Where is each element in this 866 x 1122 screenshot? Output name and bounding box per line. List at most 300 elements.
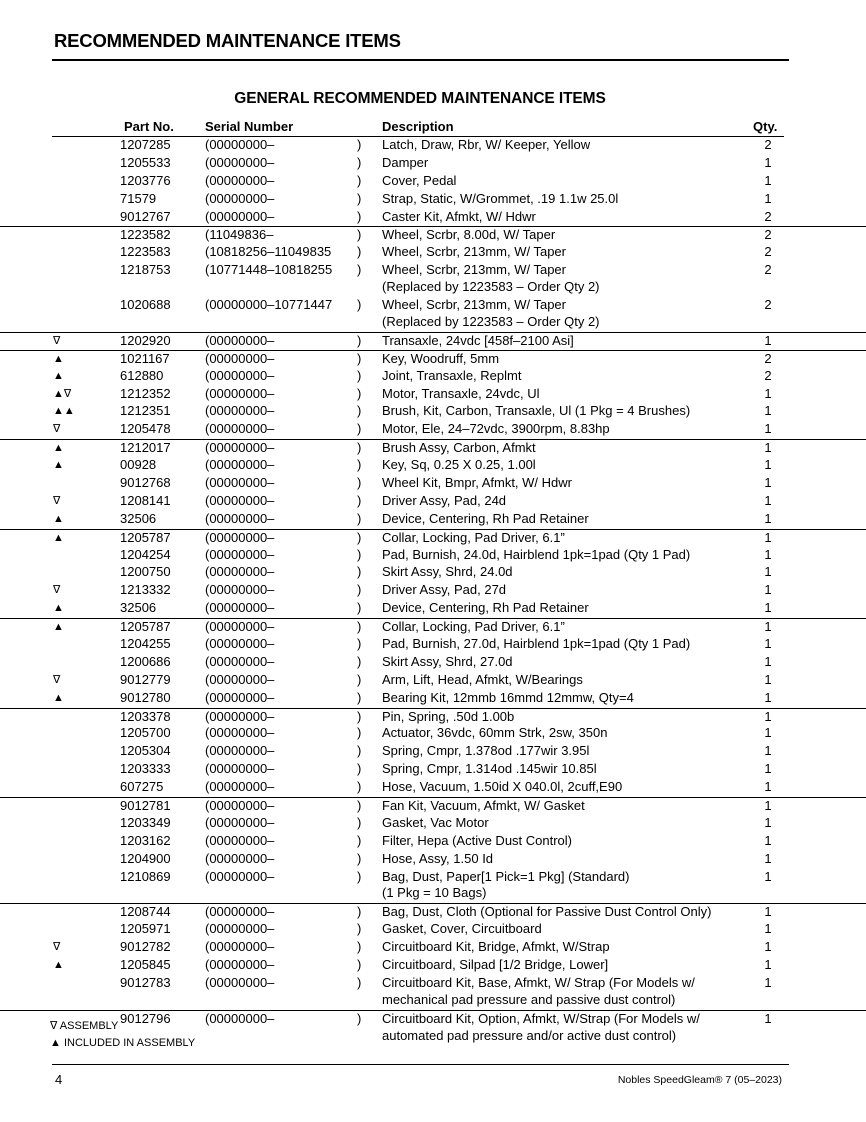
row-symbol: ▲ [53, 531, 64, 544]
legend-assembly: ∇ ASSEMBLY [50, 1020, 119, 1032]
serial-number: (10818256–11049835 [205, 244, 332, 260]
part-number: 1223582 [120, 227, 171, 243]
description: Hose, Vacuum, 1.50id X 040.0l, 2cuff,E90 [382, 779, 623, 795]
table-row [0, 975, 866, 1010]
part-number: 1204900 [120, 850, 171, 866]
part-number: 1212017 [120, 440, 171, 456]
description: Wheel Kit, Bmpr, Afmkt, W/ Hdwr [382, 474, 572, 490]
row-symbol: ▲▲ [53, 405, 75, 418]
description: Motor, Ele, 24–72vdc, 3900rpm, 8.83hp [382, 421, 610, 437]
quantity: 1 [764, 492, 772, 508]
quantity: 1 [764, 154, 772, 170]
serial-number: (00000000– [205, 367, 275, 383]
table-row [0, 582, 866, 600]
serial-number: (00000000– [205, 403, 275, 419]
serial-number: (00000000– [205, 814, 275, 830]
quantity: 1 [764, 421, 772, 437]
quantity: 1 [764, 868, 772, 884]
row-symbol: ▲ [53, 512, 64, 525]
row-symbol: ▲ [53, 442, 64, 455]
serial-close-paren: ) [357, 689, 362, 705]
serial-number: (00000000– [205, 190, 275, 206]
description-continued: automated pad pressure and/or active dust control) [382, 1027, 677, 1043]
description: Caster Kit, Afmkt, W/ Hdwr [382, 208, 536, 224]
serial-close-paren: ) [357, 190, 362, 206]
quantity: 1 [764, 689, 772, 705]
part-number: 1205478 [120, 421, 171, 437]
description: Spring, Cmpr, 1.378od .177wir 3.95l [382, 743, 590, 759]
table-row [0, 618, 866, 636]
part-number: 1208744 [120, 904, 171, 920]
row-symbol: ▲ [53, 459, 64, 472]
part-number: 32506 [120, 510, 157, 526]
part-number: 607275 [120, 779, 164, 795]
table-row [0, 368, 866, 386]
serial-close-paren: ) [357, 635, 362, 651]
serial-close-paren: ) [357, 939, 362, 955]
part-number: 32506 [120, 600, 157, 616]
description: Hose, Assy, 1.50 Id [382, 850, 494, 866]
part-number: 1205787 [120, 619, 171, 635]
top-rule [52, 59, 789, 61]
serial-close-paren: ) [357, 743, 362, 759]
part-number: 1208141 [120, 492, 171, 508]
table-row [0, 957, 866, 975]
row-symbol: ▲ [53, 959, 64, 972]
quantity: 1 [764, 635, 772, 651]
description: Skirt Assy, Shrd, 27.0d [382, 653, 513, 669]
description: Skirt Assy, Shrd, 24.0d [382, 564, 513, 580]
serial-number: (00000000– [205, 492, 275, 508]
serial-close-paren: ) [357, 582, 362, 598]
serial-number: (00000000– [205, 761, 275, 777]
part-number: 1218753 [120, 262, 171, 278]
description: Wheel, Scrbr, 213mm, W/ Taper [382, 297, 566, 313]
serial-close-paren: ) [357, 708, 362, 724]
serial-close-paren: ) [357, 546, 362, 562]
description: Motor, Transaxle, 24vdc, Ul [382, 385, 540, 401]
serial-close-paren: ) [357, 814, 362, 830]
description: Key, Woodruff, 5mm [382, 350, 500, 366]
quantity: 1 [764, 832, 772, 848]
part-number: 1202920 [120, 332, 171, 348]
page-title: RECOMMENDED MAINTENANCE ITEMS [54, 30, 401, 51]
serial-number: (00000000– [205, 904, 275, 920]
serial-close-paren: ) [357, 172, 362, 188]
table-row [0, 547, 866, 565]
quantity: 1 [764, 564, 772, 580]
serial-close-paren: ) [357, 564, 362, 580]
description: Joint, Transaxle, Replmt [382, 367, 522, 383]
serial-number: (00000000– [205, 1010, 275, 1026]
table-row [0, 226, 866, 244]
table-row [0, 191, 866, 209]
description: Strap, Static, W/Grommet, .19 1.1w 25.0l [382, 190, 619, 206]
quantity: 1 [764, 957, 772, 973]
table-row [0, 690, 866, 708]
serial-number: (00000000– [205, 564, 275, 580]
part-number: 9012796 [120, 1010, 171, 1026]
table-row [0, 725, 866, 743]
description: Pin, Spring, .50d 1.00b [382, 708, 515, 724]
part-number: 1205845 [120, 957, 171, 973]
serial-close-paren: ) [357, 725, 362, 741]
quantity: 1 [764, 582, 772, 598]
serial-close-paren: ) [357, 779, 362, 795]
quantity: 1 [764, 474, 772, 490]
row-symbol: ∇ [53, 941, 61, 954]
description: Bag, Dust, Cloth (Optional for Passive Dust Control Only) [382, 904, 712, 920]
part-number: 1200750 [120, 564, 171, 580]
serial-number: (00000000– [205, 457, 275, 473]
quantity: 1 [764, 974, 772, 990]
quantity: 1 [764, 457, 772, 473]
description: Arm, Lift, Head, Afmkt, W/Bearings [382, 671, 583, 687]
quantity: 2 [764, 208, 772, 224]
table-row [0, 939, 866, 957]
quantity: 2 [764, 244, 772, 260]
description: Filter, Hepa (Active Dust Control) [382, 832, 573, 848]
table-row [0, 332, 866, 350]
description: Bag, Dust, Paper[1 Pick=1 Pkg] (Standard) [382, 868, 630, 884]
description: Driver Assy, Pad, 24d [382, 492, 507, 508]
row-symbol: ∇ [53, 584, 61, 597]
serial-close-paren: ) [357, 227, 362, 243]
row-symbol: ▲∇ [53, 387, 72, 400]
serial-close-paren: ) [357, 974, 362, 990]
serial-close-paren: ) [357, 474, 362, 490]
serial-close-paren: ) [357, 492, 362, 508]
serial-close-paren: ) [357, 653, 362, 669]
description: Device, Centering, Rh Pad Retainer [382, 600, 589, 616]
table-row [0, 797, 866, 815]
serial-number: (00000000– [205, 474, 275, 490]
quantity: 1 [764, 190, 772, 206]
part-number: 1223583 [120, 244, 171, 260]
row-symbol: ▲ [53, 691, 64, 704]
description: Circuitboard Kit, Base, Afmkt, W/ Strap (For Models w/ [382, 974, 695, 990]
serial-close-paren: ) [357, 671, 362, 687]
part-number: 9012779 [120, 671, 171, 687]
row-symbol: ▲ [53, 369, 64, 382]
description: Brush Assy, Carbon, Afmkt [382, 440, 536, 456]
serial-close-paren: ) [357, 921, 362, 937]
table-row [0, 779, 866, 797]
table-row [0, 903, 866, 921]
serial-close-paren: ) [357, 154, 362, 170]
part-number: 1207285 [120, 137, 171, 152]
col-header-description: Description [382, 119, 454, 134]
part-number: 1205971 [120, 921, 171, 937]
part-number: 1204254 [120, 546, 171, 562]
row-symbol: ∇ [53, 423, 61, 436]
serial-close-paren: ) [357, 350, 362, 366]
serial-close-paren: ) [357, 832, 362, 848]
serial-number: (00000000– [205, 868, 275, 884]
serial-close-paren: ) [357, 367, 362, 383]
description: Pad, Burnish, 27.0d, Hairblend 1pk=1pad (Qty 1 Pad) [382, 635, 691, 651]
col-header-qty: Qty. [753, 119, 778, 134]
serial-number: (00000000– [205, 421, 275, 437]
row-symbol: ∇ [53, 673, 61, 686]
table-row [0, 155, 866, 173]
serial-number: (00000000– [205, 208, 275, 224]
table-row [0, 708, 866, 726]
serial-number: (00000000– [205, 957, 275, 973]
serial-close-paren: ) [357, 385, 362, 401]
serial-close-paren: ) [357, 244, 362, 260]
table-row [0, 851, 866, 869]
part-number: 1020688 [120, 297, 171, 313]
serial-number: (00000000– [205, 332, 275, 348]
table-row [0, 654, 866, 672]
description: Wheel, Scrbr, 213mm, W/ Taper [382, 244, 566, 260]
serial-close-paren: ) [357, 600, 362, 616]
serial-number: (00000000– [205, 350, 275, 366]
table-row [0, 921, 866, 939]
serial-number: (00000000– [205, 850, 275, 866]
quantity: 1 [764, 546, 772, 562]
part-number: 00928 [120, 457, 157, 473]
quantity: 1 [764, 619, 772, 635]
table-row [0, 869, 866, 904]
quantity: 1 [764, 529, 772, 545]
description: Device, Centering, Rh Pad Retainer [382, 510, 589, 526]
quantity: 1 [764, 653, 772, 669]
quantity: 1 [764, 332, 772, 348]
serial-number: (00000000– [205, 725, 275, 741]
part-number: 9012767 [120, 208, 171, 224]
table-row [0, 386, 866, 404]
serial-number: (00000000– [205, 743, 275, 759]
part-number: 1203378 [120, 708, 171, 724]
serial-close-paren: ) [357, 619, 362, 635]
row-symbol: ▲ [53, 602, 64, 615]
quantity: 2 [764, 137, 772, 152]
serial-close-paren: ) [357, 262, 362, 278]
serial-close-paren: ) [357, 421, 362, 437]
part-number: 1205533 [120, 154, 171, 170]
serial-number: (00000000– [205, 689, 275, 705]
serial-number: (00000000– [205, 510, 275, 526]
part-number: 1212352 [120, 385, 171, 401]
table-row [0, 439, 866, 457]
quantity: 1 [764, 172, 772, 188]
serial-number: (00000000– [205, 708, 275, 724]
description: Bearing Kit, 12mmb 16mmd 12mmw, Qty=4 [382, 689, 634, 705]
part-number: 1021167 [120, 350, 170, 366]
quantity: 2 [764, 297, 772, 313]
serial-number: (00000000– [205, 832, 275, 848]
description: Driver Assy, Pad, 27d [382, 582, 507, 598]
description: Latch, Draw, Rbr, W/ Keeper, Yellow [382, 137, 591, 152]
serial-close-paren: ) [357, 510, 362, 526]
footer-title: Nobles SpeedGleam® 7 (05–2023) [617, 1074, 782, 1086]
quantity: 1 [764, 779, 772, 795]
quantity: 1 [764, 1010, 772, 1026]
description-continued: mechanical pad pressure and passive dust control) [382, 991, 676, 1007]
description: Cover, Pedal [382, 172, 457, 188]
description: Brush, Kit, Carbon, Transaxle, Ul (1 Pkg = 4 Brushes) [382, 403, 691, 419]
quantity: 1 [764, 797, 772, 813]
description: Damper [382, 154, 429, 170]
description-continued: (Replaced by 1223583 – Order Qty 2) [382, 279, 600, 295]
part-number: 1205700 [120, 725, 171, 741]
quantity: 1 [764, 440, 772, 456]
serial-close-paren: ) [357, 1010, 362, 1026]
serial-close-paren: ) [357, 850, 362, 866]
description: Collar, Locking, Pad Driver, 6.1” [382, 619, 565, 635]
part-number: 1210869 [120, 868, 171, 884]
serial-number: (00000000– [205, 529, 275, 545]
serial-close-paren: ) [357, 208, 362, 224]
part-number: 71579 [120, 190, 157, 206]
part-number: 612880 [120, 367, 164, 383]
serial-number: (00000000– [205, 974, 275, 990]
description: Actuator, 36vdc, 60mm Strk, 2sw, 350n [382, 725, 608, 741]
description: Circuitboard Kit, Bridge, Afmkt, W/Strap [382, 939, 610, 955]
table-row [0, 636, 866, 654]
description: Spring, Cmpr, 1.314od .145wir 10.85l [382, 761, 597, 777]
table-row [0, 244, 866, 262]
quantity: 1 [764, 725, 772, 741]
quantity: 1 [764, 600, 772, 616]
table-row [0, 761, 866, 779]
serial-close-paren: ) [357, 761, 362, 777]
serial-number: (00000000– [205, 779, 275, 795]
description: Transaxle, 24vdc [458f–2100 Asi] [382, 332, 574, 348]
serial-close-paren: ) [357, 297, 362, 313]
description: Wheel, Scrbr, 213mm, W/ Taper [382, 262, 566, 278]
table-row [0, 511, 866, 529]
description-continued: (1 Pkg = 10 Bags) [382, 885, 487, 901]
serial-number: (00000000– [205, 172, 275, 188]
part-number: 1212351 [120, 403, 171, 419]
quantity: 1 [764, 939, 772, 955]
row-symbol: ▲ [53, 621, 64, 634]
serial-number: (00000000– [205, 137, 275, 152]
col-header-serial-number: Serial Number [205, 119, 294, 134]
table-row [0, 833, 866, 851]
part-number: 9012783 [120, 974, 171, 990]
part-number: 1205787 [120, 529, 171, 545]
table-row [0, 297, 866, 332]
table-row [0, 262, 866, 297]
serial-close-paren: ) [357, 529, 362, 545]
serial-number: (00000000– [205, 635, 275, 651]
description: Collar, Locking, Pad Driver, 6.1” [382, 529, 565, 545]
table-row [0, 600, 866, 618]
bottom-rule [52, 1064, 789, 1065]
quantity: 1 [764, 761, 772, 777]
table-row [0, 137, 866, 155]
part-number: 1203162 [120, 832, 171, 848]
table-row [0, 209, 866, 227]
description: Pad, Burnish, 24.0d, Hairblend 1pk=1pad (Qty 1 Pad) [382, 546, 691, 562]
section-title: GENERAL RECOMMENDED MAINTENANCE ITEMS [234, 90, 606, 107]
serial-number: (00000000– [205, 653, 275, 669]
description: Gasket, Vac Motor [382, 814, 489, 830]
quantity: 1 [764, 921, 772, 937]
description: Key, Sq, 0.25 X 0.25, 1.00l [382, 457, 536, 473]
serial-close-paren: ) [357, 332, 362, 348]
table-row [0, 529, 866, 547]
quantity: 1 [764, 850, 772, 866]
page-number: 4 [55, 1072, 63, 1087]
quantity: 1 [764, 403, 772, 419]
part-number: 9012768 [120, 474, 171, 490]
table-row [0, 493, 866, 511]
table-row [0, 173, 866, 191]
serial-close-paren: ) [357, 137, 362, 152]
part-number: 1205304 [120, 743, 171, 759]
part-number: 1204255 [120, 635, 171, 651]
serial-number: (00000000– [205, 385, 275, 401]
parts-table [0, 137, 866, 1045]
table-row [0, 672, 866, 690]
quantity: 1 [764, 510, 772, 526]
quantity: 2 [764, 262, 772, 278]
quantity: 1 [764, 743, 772, 759]
row-symbol: ∇ [53, 334, 61, 347]
serial-close-paren: ) [357, 868, 362, 884]
part-number: 1203776 [120, 172, 171, 188]
part-number: 9012781 [120, 797, 171, 813]
description: Circuitboard, Silpad [1/2 Bridge, Lower] [382, 957, 609, 973]
part-number: 1213332 [120, 582, 171, 598]
row-symbol: ▲ [53, 352, 64, 365]
serial-close-paren: ) [357, 403, 362, 419]
serial-number: (00000000– [205, 671, 275, 687]
part-number: 9012782 [120, 939, 171, 955]
part-number: 1200686 [120, 653, 171, 669]
part-number: 1203333 [120, 761, 171, 777]
col-header-part-no: Part No. [124, 119, 174, 134]
quantity: 1 [764, 904, 772, 920]
serial-number: (10771448–10818255 [205, 262, 333, 278]
quantity: 2 [764, 227, 772, 243]
description: Fan Kit, Vacuum, Afmkt, W/ Gasket [382, 797, 585, 813]
part-number: 1203349 [120, 814, 171, 830]
quantity: 2 [764, 367, 772, 383]
description: Gasket, Cover, Circuitboard [382, 921, 542, 937]
serial-number: (00000000– [205, 582, 275, 598]
serial-number: (00000000– [205, 600, 275, 616]
table-row [0, 564, 866, 582]
legend-included: ▲ INCLUDED IN ASSEMBLY [50, 1037, 196, 1049]
serial-number: (00000000– [205, 797, 275, 813]
table-row [0, 815, 866, 833]
serial-number: (11049836– [205, 227, 274, 243]
serial-number: (00000000– [205, 619, 275, 635]
serial-close-paren: ) [357, 797, 362, 813]
quantity: 1 [764, 671, 772, 687]
table-row [0, 350, 866, 368]
legend [50, 1018, 195, 1052]
serial-number: (00000000– [205, 546, 275, 562]
serial-number: (00000000– [205, 154, 275, 170]
quantity: 1 [764, 814, 772, 830]
description-continued: (Replaced by 1223583 – Order Qty 2) [382, 313, 600, 329]
table-row [0, 403, 866, 421]
table-row [0, 743, 866, 761]
table-row [0, 421, 866, 439]
description: Wheel, Scrbr, 8.00d, W/ Taper [382, 227, 556, 243]
table-row [0, 475, 866, 493]
serial-number: (00000000–10771447 [205, 297, 333, 313]
serial-close-paren: ) [357, 457, 362, 473]
serial-number: (00000000– [205, 440, 275, 456]
